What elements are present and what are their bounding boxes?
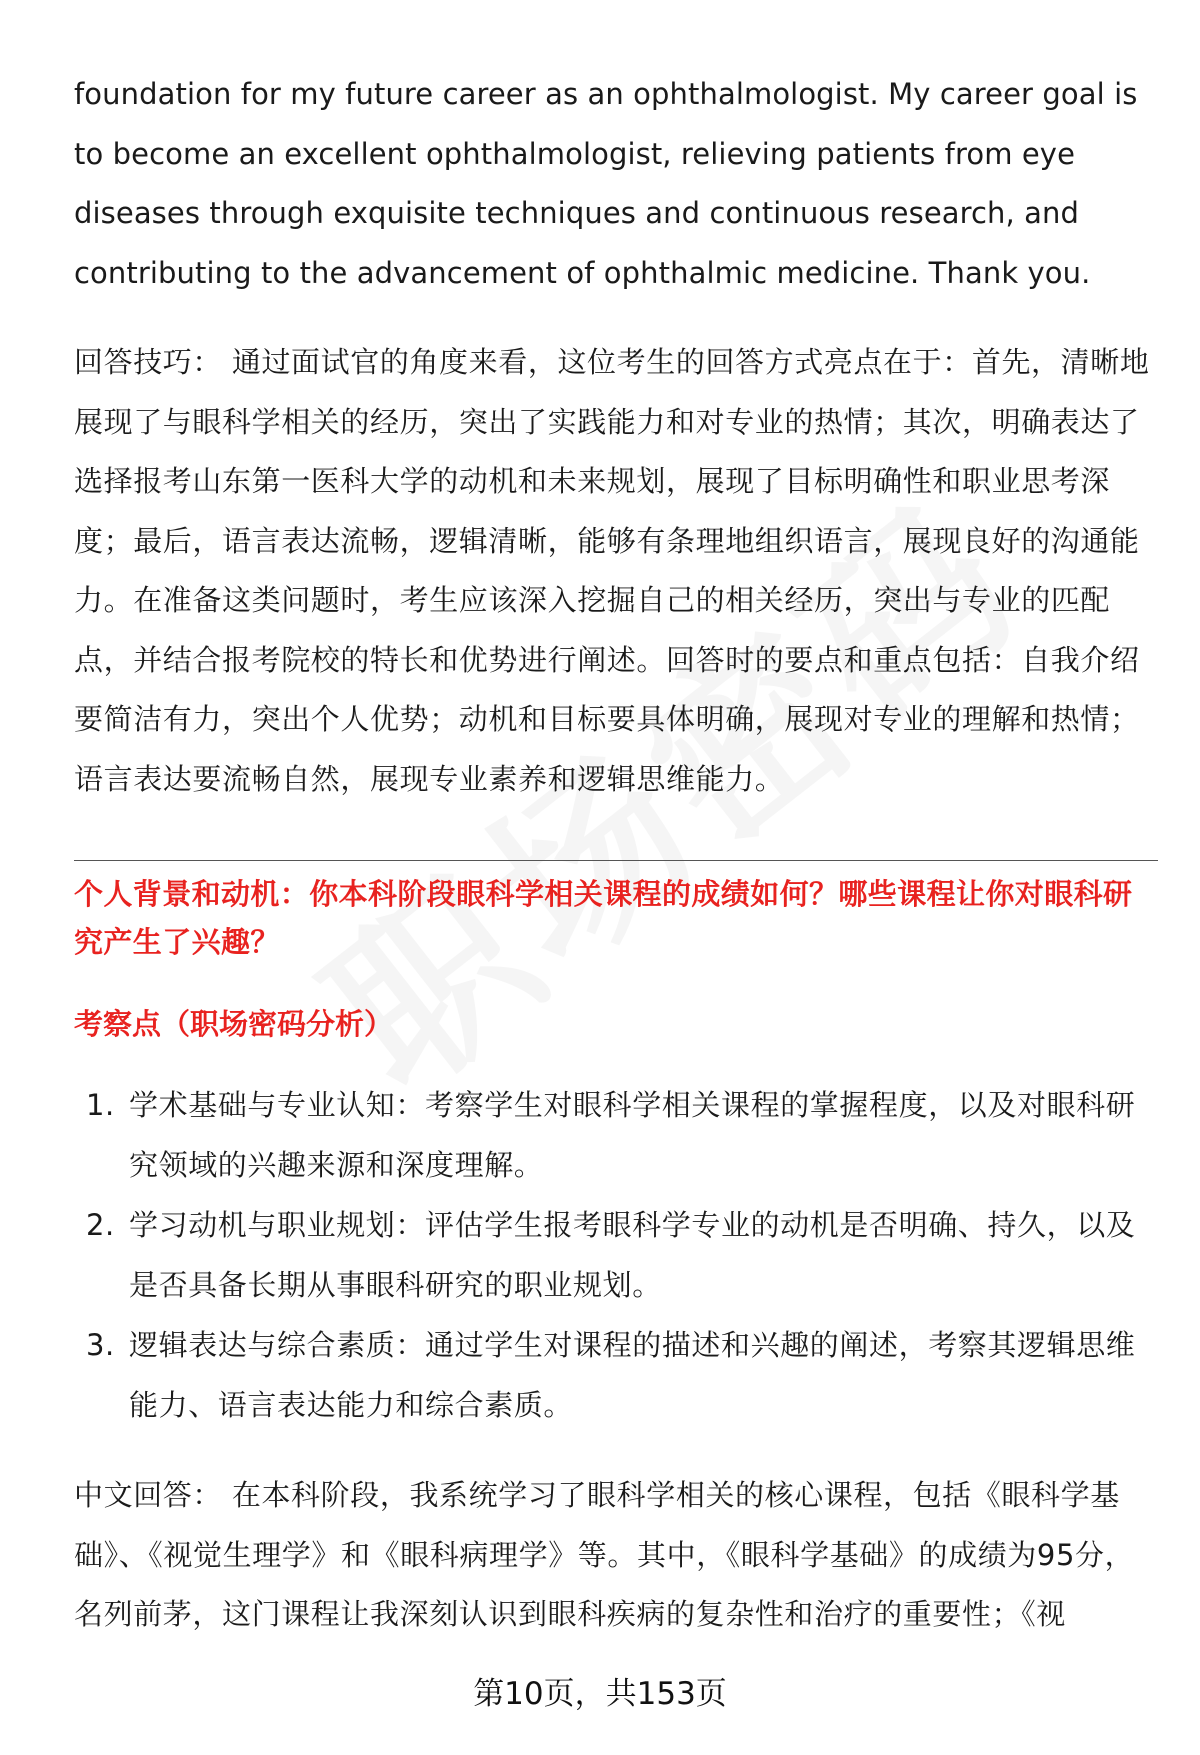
list-item [74, 1195, 1158, 1315]
list-item-number: 3. [86, 1328, 115, 1362]
assessment-points-title: 考察点（职场密码分析） [74, 1007, 394, 1041]
assessment-points-list [74, 1075, 1158, 1435]
list-item-text: 逻辑表达与综合素质：通过学生对课程的描述和兴趣的阐述，考察其逻辑思维能力、语言表达能力和综合素质。 [129, 1328, 1136, 1422]
question-heading: 个人背景和动机：你本科阶段眼科学相关课程的成绩如何？哪些课程让你对眼科研究产生了兴趣？ [74, 877, 1133, 959]
section-divider [74, 860, 1158, 861]
page-footer: 第10页，共153页 [473, 1676, 727, 1712]
chinese-answer-paragraph [74, 1466, 1158, 1645]
english-answer-tail: foundation for my future career as an ophthalmologist. My career goal is to become an excellent ophthalmologist, relieving patients from eye diseases through exquisite techniques and continuous research, and contributing to the advancement of ophthalmic medicine. Thank you. [74, 77, 1138, 290]
list-item-number: 2. [86, 1208, 115, 1242]
list-item-number: 1. [86, 1088, 115, 1122]
list-item [74, 1315, 1158, 1435]
chinese-answer-text: 在本科阶段，我系统学习了眼科学相关的核心课程，包括《眼科学基础》、《视觉生理学》和《眼科病理学》等。其中，《眼科学基础》的成绩为95分，名列前茅，这门课程让我深刻认识到眼科疾病的复杂性和治疗的重要性；《视 [74, 1478, 1135, 1631]
list-item [74, 1075, 1158, 1195]
chinese-answer-label: 中文回答： [74, 1478, 223, 1512]
answer-tips-text: 通过面试官的角度来看，这位考生的回答方式亮点在于：首先，清晰地展现了与眼科学相关的经历，突出了实践能力和对专业的热情；其次，明确表达了选择报考山东第一医科大学的动机和未来规划，展现了目标明确性和职业思考深度；最后，语言表达流畅，逻辑清晰，能够有条理地组织语言，展现良好的沟通能力。在准备这类问题时，考生应该深入挖掘自己的相关经历，突出与专业的匹配点，并结合报考院校的特长和优势进行阐述。回答时的要点和重点包括：自我介绍要简洁有力，突出个人优势；动机和目标要具体明确，展现对专业的理解和热情；语言表达要流畅自然，展现专业素养和逻辑思维能力。 [74, 345, 1150, 796]
answer-tips-paragraph [74, 333, 1158, 809]
list-item-text: 学习动机与职业规划：评估学生报考眼科学专业的动机是否明确、持久，以及是否具备长期从事眼科研究的职业规划。 [129, 1208, 1136, 1302]
answer-tips-label: 回答技巧： [74, 345, 223, 379]
list-item-text: 学术基础与专业认知：考察学生对眼科学相关课程的掌握程度，以及对眼科研究领域的兴趣来源和深度理解。 [129, 1088, 1136, 1182]
